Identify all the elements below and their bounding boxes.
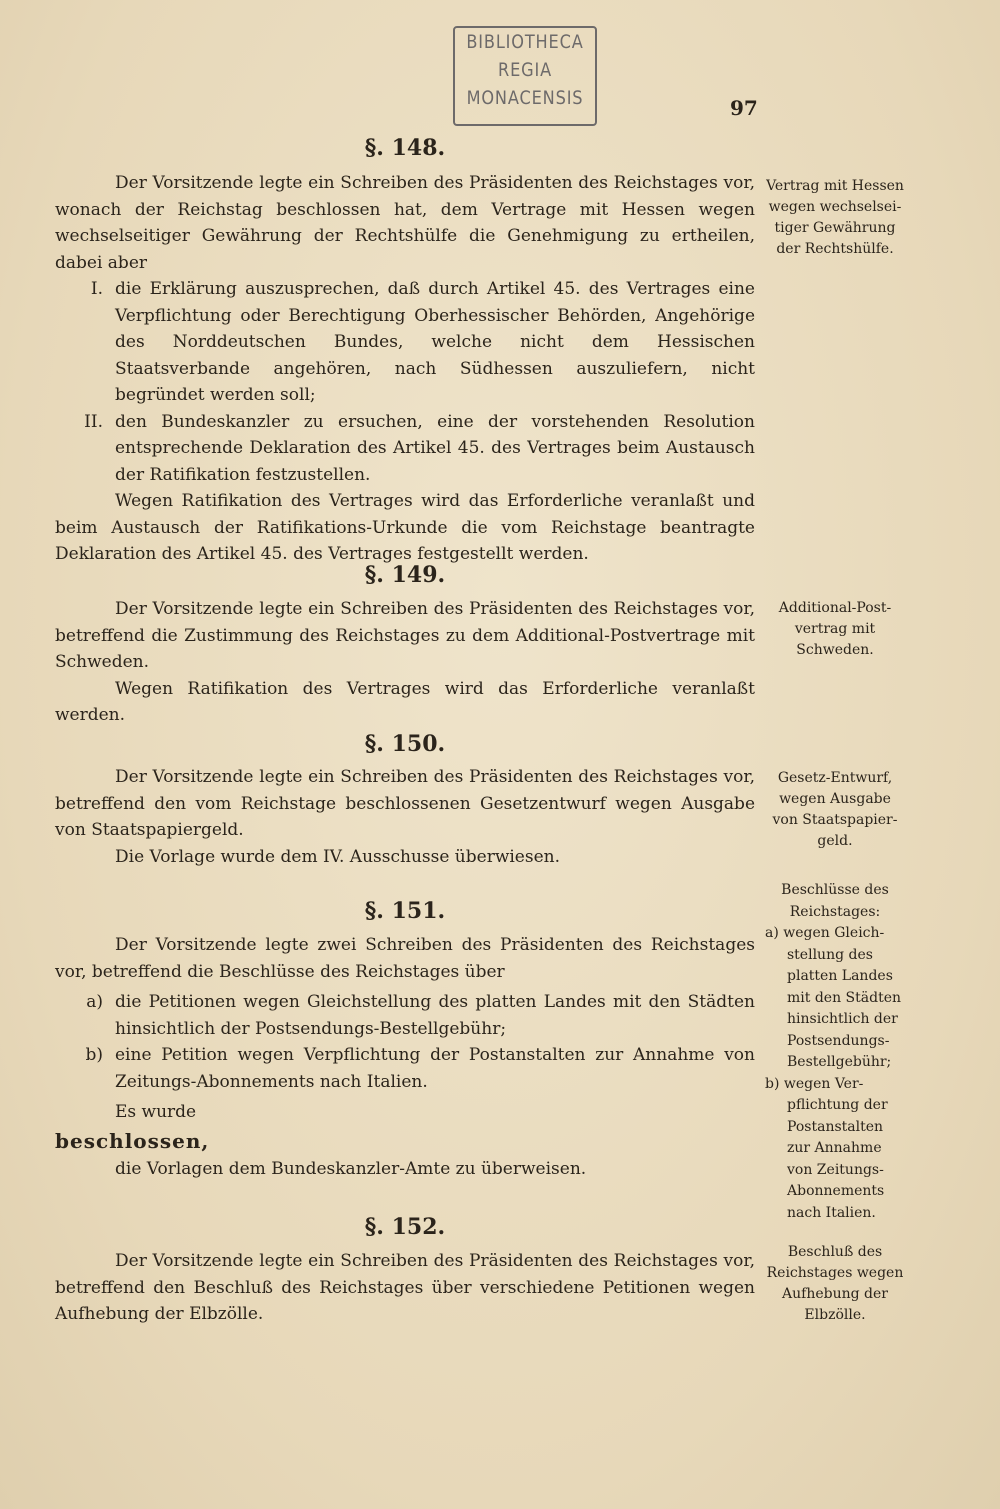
margin-line: b) wegen Ver- <box>765 1075 864 1092</box>
section-heading-150: §. 150. <box>364 731 446 757</box>
margin-line: wegen Ausgabe <box>779 791 891 807</box>
margin-line: tiger Gewährung <box>774 220 896 236</box>
section-heading-151: §. 151. <box>364 898 446 924</box>
margin-line: nach Italien. <box>787 1204 876 1221</box>
list-number: I. <box>90 279 103 299</box>
section-body-152 <box>55 1248 755 1328</box>
margin-line: Gesetz-Entwurf, <box>777 770 893 786</box>
margin-line: geld. <box>817 833 853 849</box>
paragraph: Der Vorsitzende legte ein Schreiben des Präsidenten des Reichstages vor, betreffend den vom Reichstage beschlossenen Gesetzentwurf wegen Ausgabe von Staatspapiergeld. <box>55 767 755 840</box>
margin-line: platten Landes <box>787 968 893 984</box>
paragraph: Die Vorlage wurde dem IV. Ausschusse überwiesen. <box>115 846 561 867</box>
margin-line: wegen wechselsei- <box>768 199 902 215</box>
paragraph: Der Vorsitzende legte zwei Schreiben des Präsidenten des Reichstages vor, betreffend die Beschlüsse des Reichstages über <box>55 935 755 982</box>
margin-line: Additional-Post- <box>778 600 892 616</box>
margin-note-152 <box>765 1242 905 1326</box>
section-body-149 <box>55 596 755 729</box>
margin-line: Vertrag mit Hessen <box>766 178 904 194</box>
list-text: eine Petition wegen Verpflichtung der Postanstalten zur Annahme von Zeitungs-Abonnements nach Italien. <box>115 1045 755 1092</box>
margin-line: pflichtung der <box>787 1097 888 1113</box>
paragraph: Wegen Ratifikation des Vertrages wird das Erforderliche veranlaßt und beim Austausch der Ratifikations-Urkunde die vom Reichstage beantragte Deklaration des Artikel 45. des Vertrages festgestellt werden. <box>55 491 755 564</box>
paragraph: Der Vorsitzende legte ein Schreiben des Präsidenten des Reichstages vor, betreffend den Beschluß des Reichstages über verschiedene Petitionen wegen Aufhebung der Elbzölle. <box>55 1251 755 1324</box>
paragraph: Der Vorsitzende legte ein Schreiben des Präsidenten des Reichstages vor, wonach der Reichstag beschlossen hat, dem Vertrage mit Hessen wegen wechselseitiger Gewährung der Rechtshülfe die Genehmigung zu ertheilen, dabei aber <box>55 173 755 273</box>
paragraph: Der Vorsitzende legte ein Schreiben des Präsidenten des Reichstages vor, betreffend die Zustimmung des Reichstages zu dem Additional-Postvertrage mit Schweden. <box>55 599 755 672</box>
stamp-line: MONACENSIS <box>466 87 584 109</box>
list-number: a) <box>86 992 103 1012</box>
margin-line: vertrag mit <box>794 621 876 637</box>
list-number: II. <box>84 411 103 432</box>
margin-line: Beschlüsse des <box>781 882 889 898</box>
stamp-line: BIBLIOTHECA <box>466 31 584 53</box>
section-body-151 <box>55 932 755 1183</box>
margin-line: Aufhebung der <box>782 1286 888 1302</box>
page-number: 97 <box>730 96 758 120</box>
margin-line: von Zeitungs- <box>787 1161 884 1178</box>
margin-line: Elbzölle. <box>804 1307 866 1323</box>
margin-line: mit den Städten <box>787 989 901 1006</box>
margin-line: zur Annahme <box>787 1140 882 1156</box>
margin-note-151 <box>765 880 905 1224</box>
margin-line: Reichstages: <box>789 903 881 920</box>
list-item <box>55 409 755 489</box>
list-text: den Bundeskanzler zu ersuchen, eine der vorstehenden Resolution entsprechende Deklaration des Artikel 45. des Vertrages beim Austausch der Ratifikation festzustellen. <box>115 411 755 485</box>
stamp-line: REGIA <box>497 59 553 81</box>
section-body-150 <box>55 764 755 870</box>
paragraph: Wegen Ratifikation des Vertrages wird das Erforderliche veranlaßt werden. <box>55 678 755 725</box>
list-text: die Erklärung auszusprechen, daß durch Artikel 45. des Vertrages eine Verpflichtung oder Berechtigung Oberhessischer Behörden, Angehörige des Norddeutschen Bundes, welche nicht dem Hessischen Staatsverbande angehören, nach Südhessen auszuliefern, nicht begründet werden soll; <box>115 279 755 405</box>
margin-line: Schweden. <box>796 642 874 658</box>
margin-line: hinsichtlich der <box>787 1011 898 1027</box>
list-item <box>55 276 755 409</box>
margin-note-148 <box>765 176 905 260</box>
margin-line: a) wegen Gleich- <box>765 925 885 941</box>
margin-line: Bestellgebühr; <box>787 1054 892 1070</box>
list-item <box>55 1042 755 1095</box>
list-item <box>55 989 755 1042</box>
section-heading-152: §. 152. <box>364 1214 446 1240</box>
margin-line: Postanstalten <box>787 1118 884 1135</box>
paragraph: Es wurde <box>115 1102 197 1122</box>
library-stamp <box>453 26 597 126</box>
paragraph: die Vorlagen dem Bundeskanzler-Amte zu überweisen. <box>115 1159 587 1179</box>
margin-line: Reichstages wegen <box>766 1265 904 1281</box>
margin-note-150 <box>765 768 905 852</box>
margin-line: stellung des <box>787 946 873 963</box>
section-body-148 <box>55 170 755 568</box>
margin-line: Abonnements <box>787 1183 885 1199</box>
section-heading-148: §. 148. <box>364 135 446 161</box>
margin-line: Beschluß des <box>787 1244 883 1260</box>
list-number: b) <box>85 1045 103 1065</box>
margin-line: der Rechtshülfe. <box>776 241 894 257</box>
section-heading-149: §. 149. <box>364 562 446 588</box>
margin-line: Postsendungs- <box>787 1032 890 1049</box>
resolved-word: beschlossen, <box>55 1128 210 1153</box>
margin-note-149 <box>765 598 905 661</box>
margin-line: von Staatspapier- <box>772 812 898 828</box>
list-text: die Petitionen wegen Gleichstellung des platten Landes mit den Städten hinsichtlich der Postsendungs-Bestellgebühr; <box>115 992 755 1039</box>
